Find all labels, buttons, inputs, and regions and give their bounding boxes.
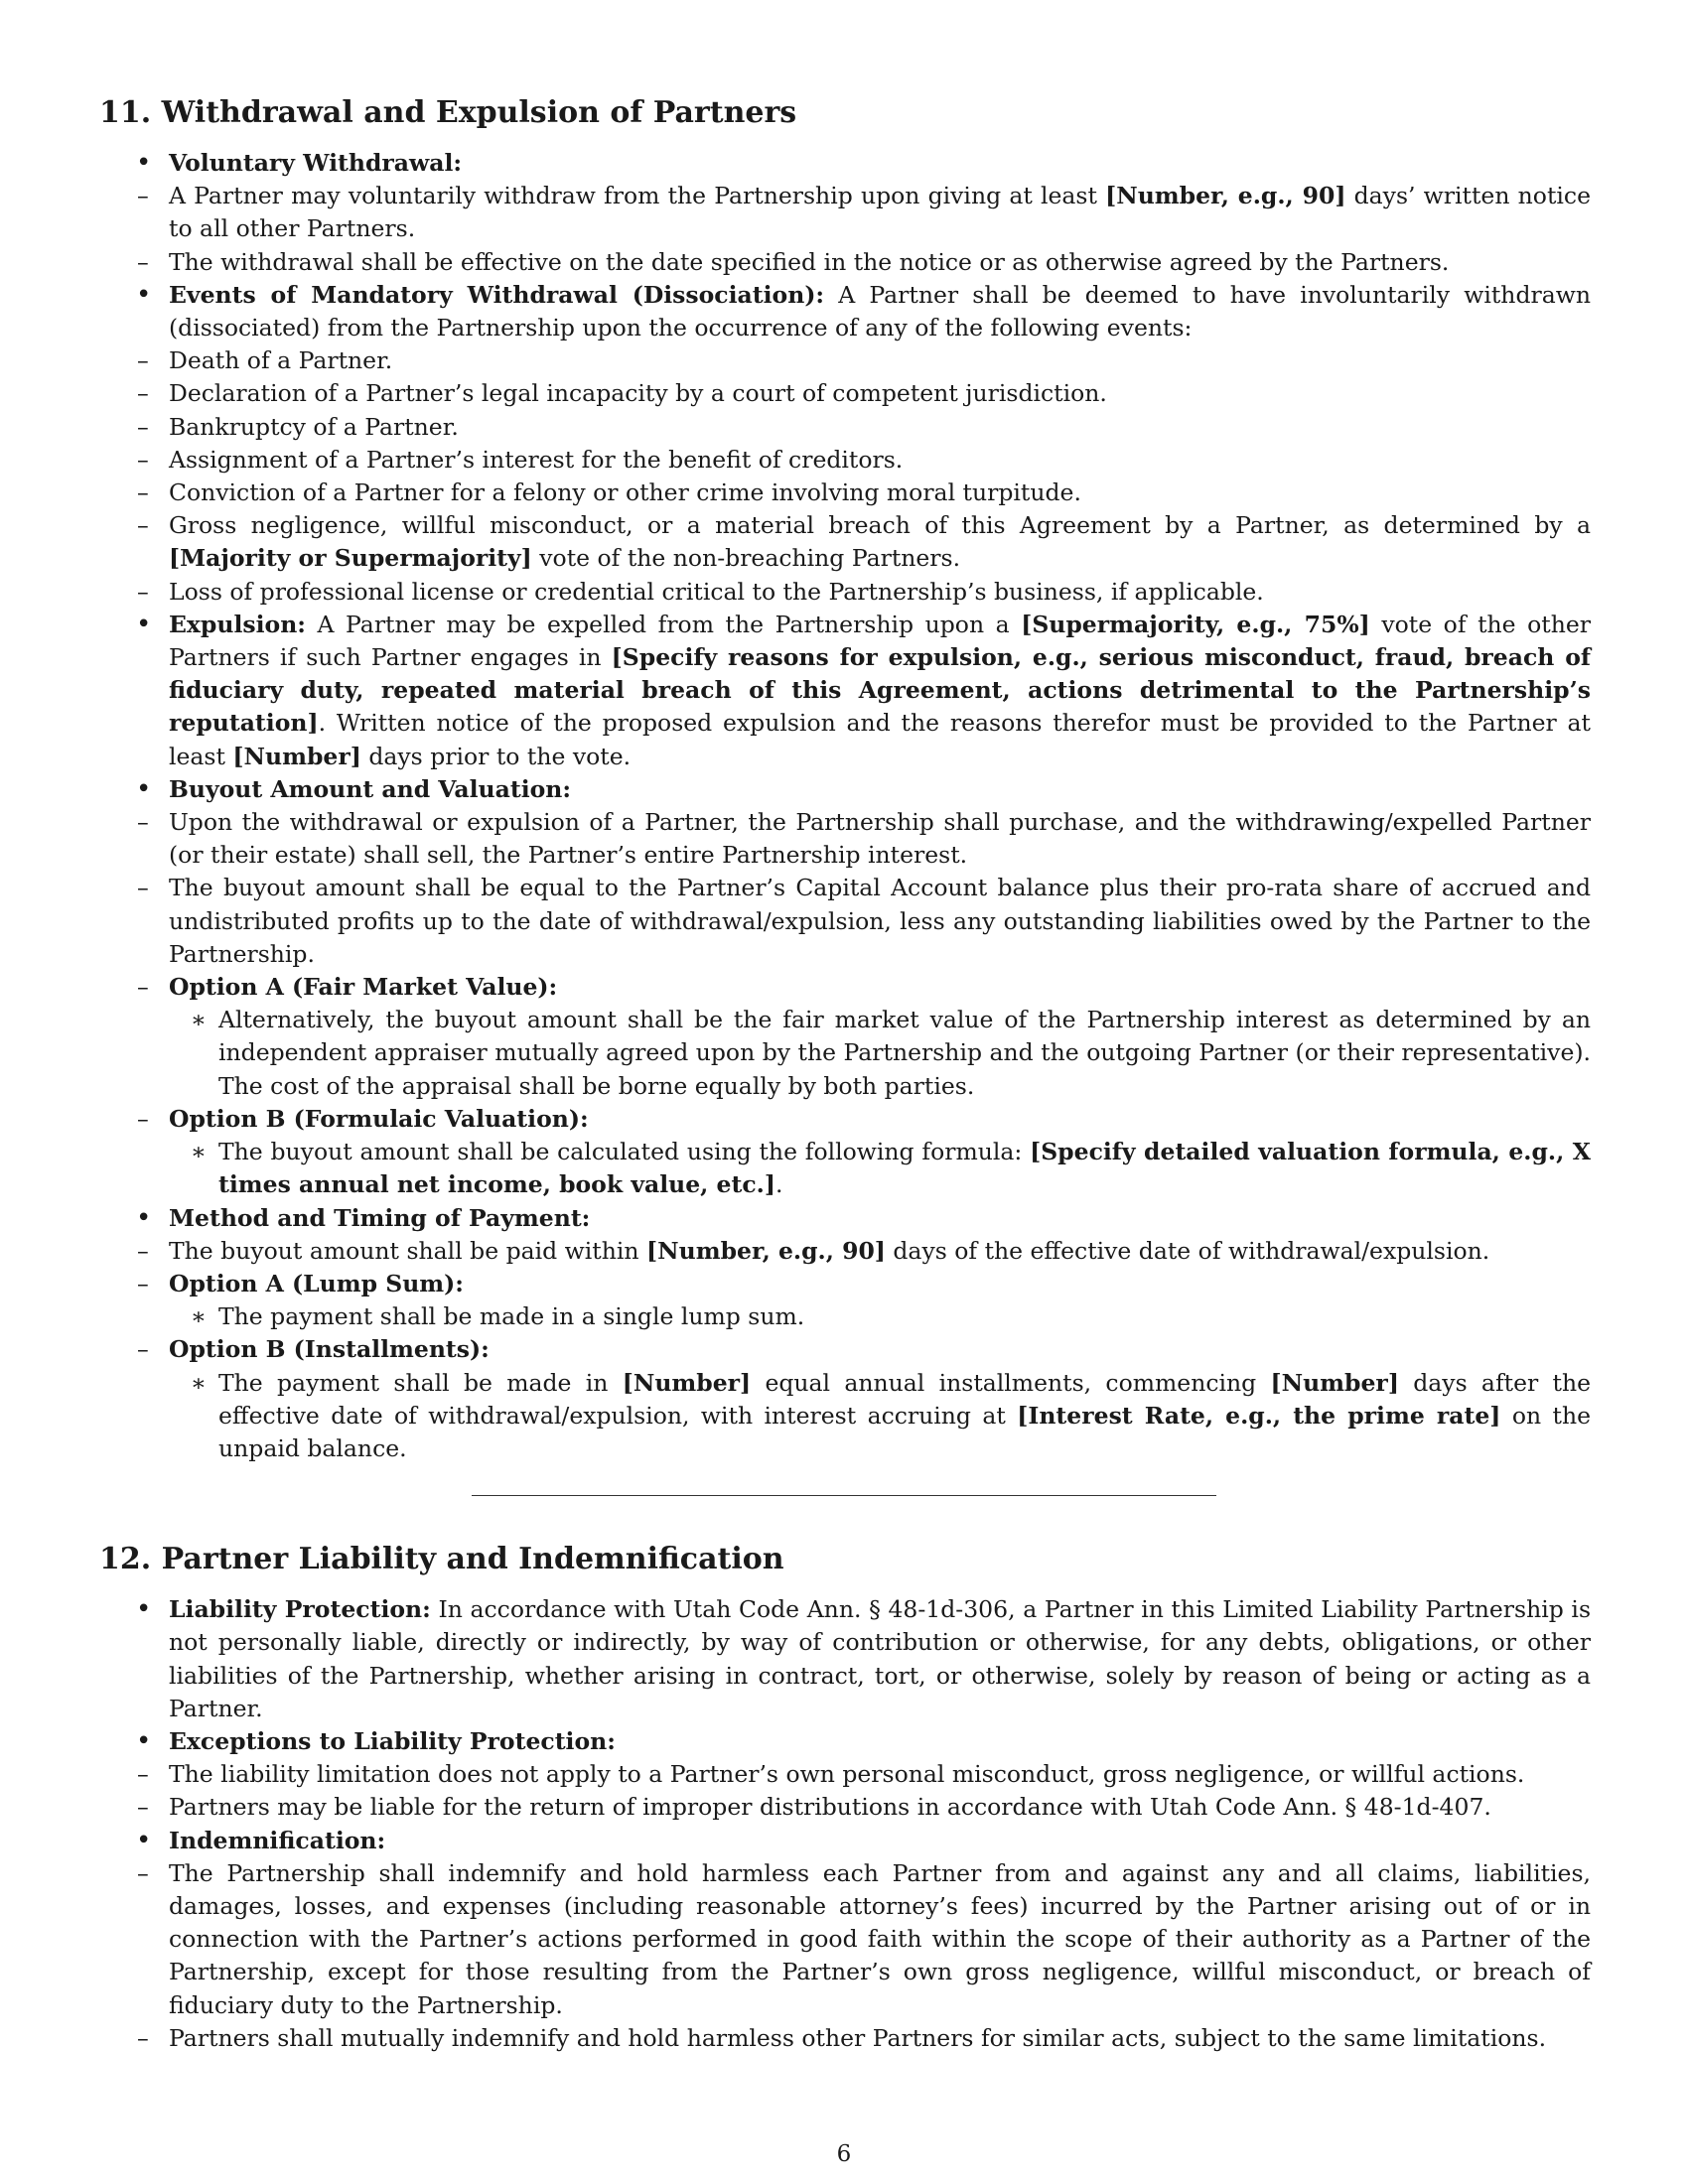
list-item: – Partners shall mutually indemnify and hold harmless other Partners for similar acts, subject to the same limitations. [169,2022,1591,2055]
list-item: – Declaration of a Partner’s legal incapacity by a court of competent jurisdiction. [169,377,1591,410]
document-page [99,93,1591,2055]
list-item: – Option B (Installments): ∗ The payment shall be made in [Number] equal annual installments, commencing [Number] days after the effective date of withdrawal/expulsion, with interest accruing at [Interest Rate, e.g., the prime rate] on the unpaid balance. [169,1333,1591,1465]
buyout-title: Buyout Amount and Valuation: [169,774,572,803]
list-item: – The Partnership shall indemnify and hold harmless each Partner from and against any and all claims, liabilities, damages, losses, and expenses (including reasonable attorney’s fees) incurred by the Partner arising out of or in connection with the Partner’s actions performed in good faith within the scope of their authority as a Partner of the Partnership, except for those resulting from the Partner’s own gross negligence, willful misconduct, or breach of fiduciary duty to the Partnership. [169,1857,1591,2022]
list-item: – Loss of professional license or credential critical to the Partnership’s business, if applicable. [169,576,1591,609]
list-item: – Partners may be liable for the return of improper distributions in accordance with Utah Code Ann. § 48-1d-407. [169,1791,1591,1824]
list-item: – Conviction of a Partner for a felony or other crime involving moral turpitude. [169,477,1591,509]
protection-title: Liability Protection: [169,1595,431,1624]
exceptions-title: Exceptions to Liability Protection: [169,1726,616,1755]
voluntary-withdrawal [99,147,1591,279]
list-item: – Assignment of a Partner’s interest for the benefit of creditors. [169,444,1591,477]
list-item: – Option B (Formulaic Valuation): ∗ The buyout amount shall be calculated using the following formula: [Specify detailed valuation formula, e.g., X times annual net income, book value, etc.]. [169,1103,1591,1202]
page-number: 6 [836,2141,852,2167]
list-item: – Gross negligence, willful misconduct, or a material breach of this Agreement by a Partner, as determined by a [Majority or Supermajority] vote of the non-breaching Partners. [169,509,1591,575]
section-12-heading: 12. Partner Liability and Indemnification [99,1542,784,1577]
list-item: ∗ Alternatively, the buyout amount shall be the fair market value of the Partnership interest as determined by an independent appraiser mutually agreed upon by the Partnership and the outgoing Partner (or their representative). The cost of the appraisal shall be borne equally by both parties. [218,1004,1591,1103]
mandatory-title: Events of Mandatory Withdrawal (Dissociation): [169,280,825,309]
list-item: – Option A (Lump Sum): ∗ The payment shall be made in a single lump sum. [169,1268,1591,1333]
section-11-list [99,147,1591,1465]
list-item: – The withdrawal shall be effective on the date specified in the notice or as otherwise agreed by the Partners. [169,246,1591,279]
liability-protection: • Liability Protection: In accordance with Utah Code Ann. § 48-1d-306, a Partner in this Limited Liability Partnership is not personally liable, directly or indirectly, by way of contribution or otherwise, for any debts, obligations, or other liabilities of the Partnership, whether arising in contract, tort, or otherwise, solely by reason of being or acting as a Partner. [99,1593,1591,1725]
liability-exceptions [99,1725,1591,1825]
list-item: – Bankruptcy of a Partner. [169,411,1591,444]
section-divider [472,1495,1216,1496]
list-item: – The buyout amount shall be equal to the Partner’s Capital Account balance plus their pro-rata share of accrued and undistributed profits up to the date of withdrawal/expulsion, less any outstanding liabilities owed by the Partner to the Partnership. [169,872,1591,971]
list-item: – The buyout amount shall be paid within [Number, e.g., 90] days of the effective date of withdrawal/expulsion. [169,1235,1591,1268]
payment-method [99,1202,1591,1466]
payment-title: Method and Timing of Payment: [169,1203,591,1232]
list-item: – Option A (Fair Market Value): ∗ Alternatively, the buyout amount shall be the fair market value of the Partnership interest as determined by an independent appraiser mutually agreed upon by the Partnership and the outgoing Partner (or their representative). The cost of the appraisal shall be borne equally by both parties. [169,971,1591,1103]
buyout-amount [99,773,1591,1202]
list-item: – The liability limitation does not apply to a Partner’s own personal misconduct, gross negligence, or willful actions. [169,1758,1591,1791]
section-12-list [99,1593,1591,2055]
list-item: – Upon the withdrawal or expulsion of a Partner, the Partnership shall purchase, and the withdrawing/expelled Partner (or their estate) shall sell, the Partner’s entire Partnership interest. [169,806,1591,872]
list-item: – Death of a Partner. [169,344,1591,377]
section-11-heading: 11. Withdrawal and Expulsion of Partners [99,95,797,130]
voluntary-title: Voluntary Withdrawal: [169,149,463,177]
list-item: – A Partner may voluntarily withdraw from the Partnership upon giving at least [Number, e.g., 90] days’ written notice to all other Partners. [169,180,1591,245]
mandatory-withdrawal: • Events of Mandatory Withdrawal (Dissociation): A Partner shall be deemed to have involuntarily withdrawn (dissociated) from the Partnership upon the occurrence of any of the following events: – Death of a Partner. – Declaration of a Partner’s legal incapacity by a court of competent jurisdiction. – Bankruptcy of a Partner. – Assignment of a Partner’s interest for the benefit of creditors. – Conviction of a Partner for a felony or other crime involving moral turpitude. – Gross negligence, willful misconduct, or a material breach of this Agreement by a Partner, as determined by a [Majority or Supermajority] vote of the non-breaching Partners. – Loss of professional license or credential critical to the Partnership’s business, if applicable. [99,279,1591,609]
list-item: ∗ The buyout amount shall be calculated using the following formula: [Specify detailed valuation formula, e.g., X times annual net income, book value, etc.]. [218,1136,1591,1201]
list-item: ∗ The payment shall be made in [Number] equal annual installments, commencing [Number] days after the effective date of withdrawal/expulsion, with interest accruing at [Interest Rate, e.g., the prime rate] on the unpaid balance. [218,1367,1591,1466]
expulsion-title: Expulsion: [169,610,306,638]
indemnification-title: Indemnification: [169,1826,386,1854]
indemnification [99,1825,1591,2055]
expulsion: • Expulsion: A Partner may be expelled from the Partnership upon a [Supermajority, e.g., 75%] vote of the other Partners if such Partner engages in [Specify reasons for expulsion, e.g., serious misconduct, fraud, breach of fiduciary duty, repeated material breach of this Agreement, actions detrimental to the Partnership’s reputation]. Written notice of the proposed expulsion and the reasons therefor must be provided to the Partner at least [Number] days prior to the vote. [99,609,1591,773]
list-item: ∗ The payment shall be made in a single lump sum. [218,1300,1591,1333]
